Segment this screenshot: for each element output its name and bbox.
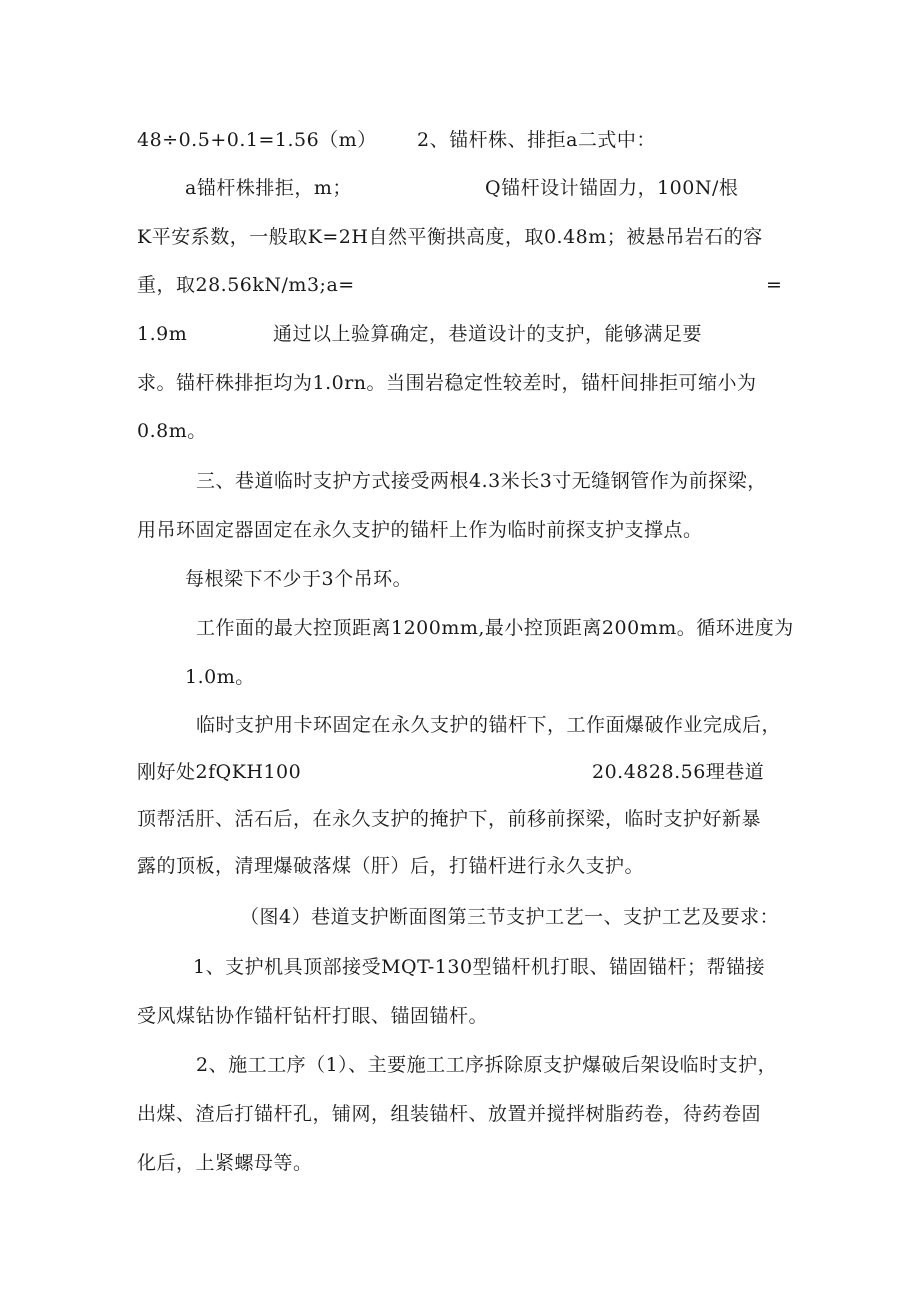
- text-line: 0.8m。: [137, 420, 207, 442]
- text-line: =: [766, 274, 783, 296]
- text-line: 1、支护机具顶部接受MQT-130型锚杆机打眼、锚固锚杆；帮锚接: [193, 956, 766, 978]
- text-line: 工作面的最大控顶距离1200mm,最小控顶距离200mm。循环进度为: [196, 617, 794, 639]
- text-line: 2、锚杆株、排拒a二式中：: [417, 129, 656, 151]
- text-line: 1.0m。: [185, 666, 255, 688]
- text-line: 三、巷道临时支护方式接受两根4.3米长3寸无缝钢管作为前探梁，: [196, 470, 767, 492]
- text-line: 刚好处2fQKH100: [137, 761, 302, 783]
- text-line: 2、施工工序（1）、主要施工工序拆除原支护爆破后架设临时支护，: [196, 1054, 778, 1076]
- text-line: 每根梁下不少于3个吊环。: [185, 568, 413, 590]
- text-line: K平安系数，一般取K=2H自然平衡拱高度，取0.48m；被悬吊岩石的容: [137, 226, 763, 248]
- text-line: 用吊环固定器固定在永久支护的锚杆上作为临时前探支护支撑点。: [137, 519, 703, 541]
- text-line: 化后，上紧螺母等。: [137, 1152, 313, 1174]
- text-line: a锚杆株排拒，m；: [185, 177, 352, 199]
- text-line: 20.4828.56理巷道: [592, 761, 765, 783]
- text-line: 受风煤钻协作锚杆钻杆打眼、锚固锚杆。: [137, 1005, 489, 1027]
- text-line: 出煤、渣后打锚杆孔，铺网，组装锚杆、放置并搅拌树脂药卷，待药卷固: [137, 1103, 762, 1125]
- text-line: 求。锚杆株排拒均为1.0rn。当围岩稳定性较差时，锚杆间排拒可缩小为: [137, 372, 757, 394]
- text-line: Q锚杆设计锚固力，100N/根: [485, 177, 739, 199]
- text-line: 露的顶板，清理爆破落煤（肝）后，打锚杆进行永久支护。: [137, 855, 645, 877]
- text-line: 48÷0.5+0.1=1.56（m）: [137, 129, 377, 151]
- text-line: 临时支护用卡环固定在永久支护的锚杆下，工作面爆破作业完成后，: [196, 714, 782, 736]
- text-line: 1.9m: [137, 323, 188, 345]
- text-line: （图4）巷道支护断面图第三节支护工艺一、支护工艺及要求：: [240, 906, 780, 928]
- text-line: 通过以上验算确定，巷道设计的支护，能够满足要: [273, 323, 703, 345]
- text-line: 顶帮活肝、活石后，在永久支护的掩护下，前移前探梁，临时支护好新暴: [137, 808, 762, 830]
- text-line: 重，取28.56kN/m3;a=: [137, 274, 355, 296]
